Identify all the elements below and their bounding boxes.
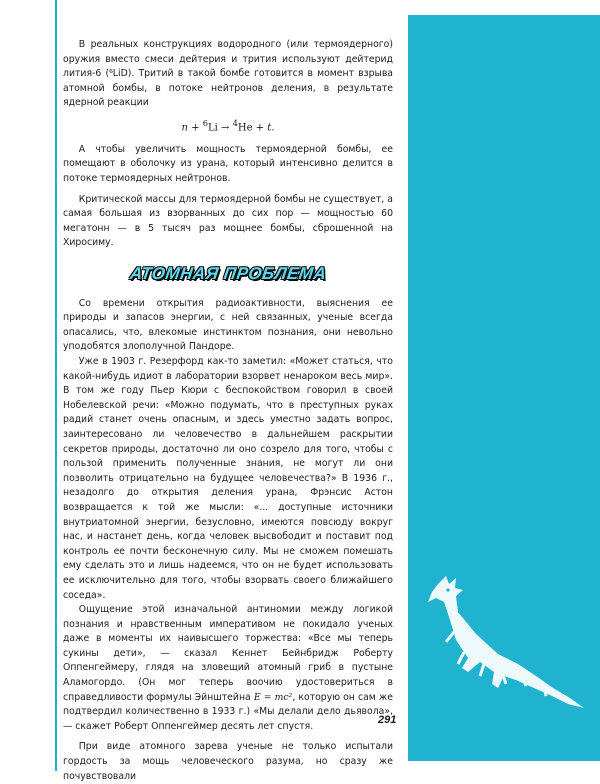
section-title: АТОМНАЯ ПРОБЛЕМА xyxy=(128,264,328,284)
dragon-icon xyxy=(418,572,588,712)
nuclear-reaction-formula: n + $^6$Li → $^4$He + t. xyxy=(181,117,275,134)
paragraph: А чтобы увеличить мощность термоядерной бомбы, ее помещают в оболочку из урана, который интенсивно делится в потоке термоядерных нейтронов. xyxy=(63,143,393,185)
paragraph: Со времени открытия радиоактивности, выяснения ее природы и запасов энергии, с ней связанных, ученые всегда опасались, что, влекомые инстинктом познания, они невольно уподобятся злополучной Пандоре. xyxy=(63,297,393,353)
einstein-formula: E = mc² xyxy=(253,691,293,703)
page-number: 291 xyxy=(378,714,397,726)
paragraph: Уже в 1903 г. Резерфорд как-то заметил: «Может статься, что какой-нибудь идиот в лаборатории взорвет ненароком весь мир». В том же году Пьер Кюри с беспокойством говорил в своей Нобелевской речи: «Можно подумать, что в преступных руках радий станет очень опасным, и здесь уместно задать вопрос, заинтересовано ли человечество в дальнейшем раскрытии секретов природы, достаточно ли оно созрело для того, чтобы с пользой применить полученные знания, не могут ли они позволить отрицательно на будущее человечества?» В 1936 г., незадолго до открытия деления урана, Фрэнсис Астон возвращается к той же мысли: «... доступные источники внутриатомной энергии, безусловно, имеются повсюду вокруг нас, и настанет день, когда человек высвободит и поставит под контроль ее почти бесконечную силу. Мы не сможем помешать ему сделать это и лишь надеемся, что он не будет использовать ее исключительно для того, чтобы взорвать своего ближайшего соседа». xyxy=(63,356,393,601)
left-margin-rule xyxy=(55,0,57,771)
paragraph: В реальных конструкциях водородного (или термоядерного) оружия вместо смеси дейтерия и трития используют дейтерид лития-6 (⁶LiD). Тритий в такой бомбе готовится в момент взрыва атомной бомбы, в потоке нейтронов деления, в результате ядерной реакции xyxy=(63,39,393,109)
text-column xyxy=(63,38,393,784)
paragraph: При виде атомного зарева ученые не только испытали гордость за мощь человеческого разума, но сразу же почувствовали xyxy=(63,741,393,782)
paragraph: Ощущение этой изначальной антиномии между логикой познания и нравственным императивом не покидало ученых даже в моменты их наивысшего торжества: «Все мы теперь сукины дети», — сказал Кеннет Бейнбридж Роберту Оппенгеймеру, глядя на зловещий атомный гриб в пустыне Аламогордо. (Он мог теперь воочию удостовериться в справедливости формулы Эйнштейна E = mc², которую он сам же подтвердил количественно в 1933 г.) «Мы делали дело дьявола», — скажет Роберт Оппенгеймер десять лет спустя. xyxy=(63,604,393,732)
paragraph: Критической массы для термоядерной бомбы не существует, а самая большая из взорванных до сих пор — мощностью 60 мегатонн — в 5 тысяч раз мощнее бомбы, сброшенной на Хиросиму. xyxy=(63,193,393,249)
